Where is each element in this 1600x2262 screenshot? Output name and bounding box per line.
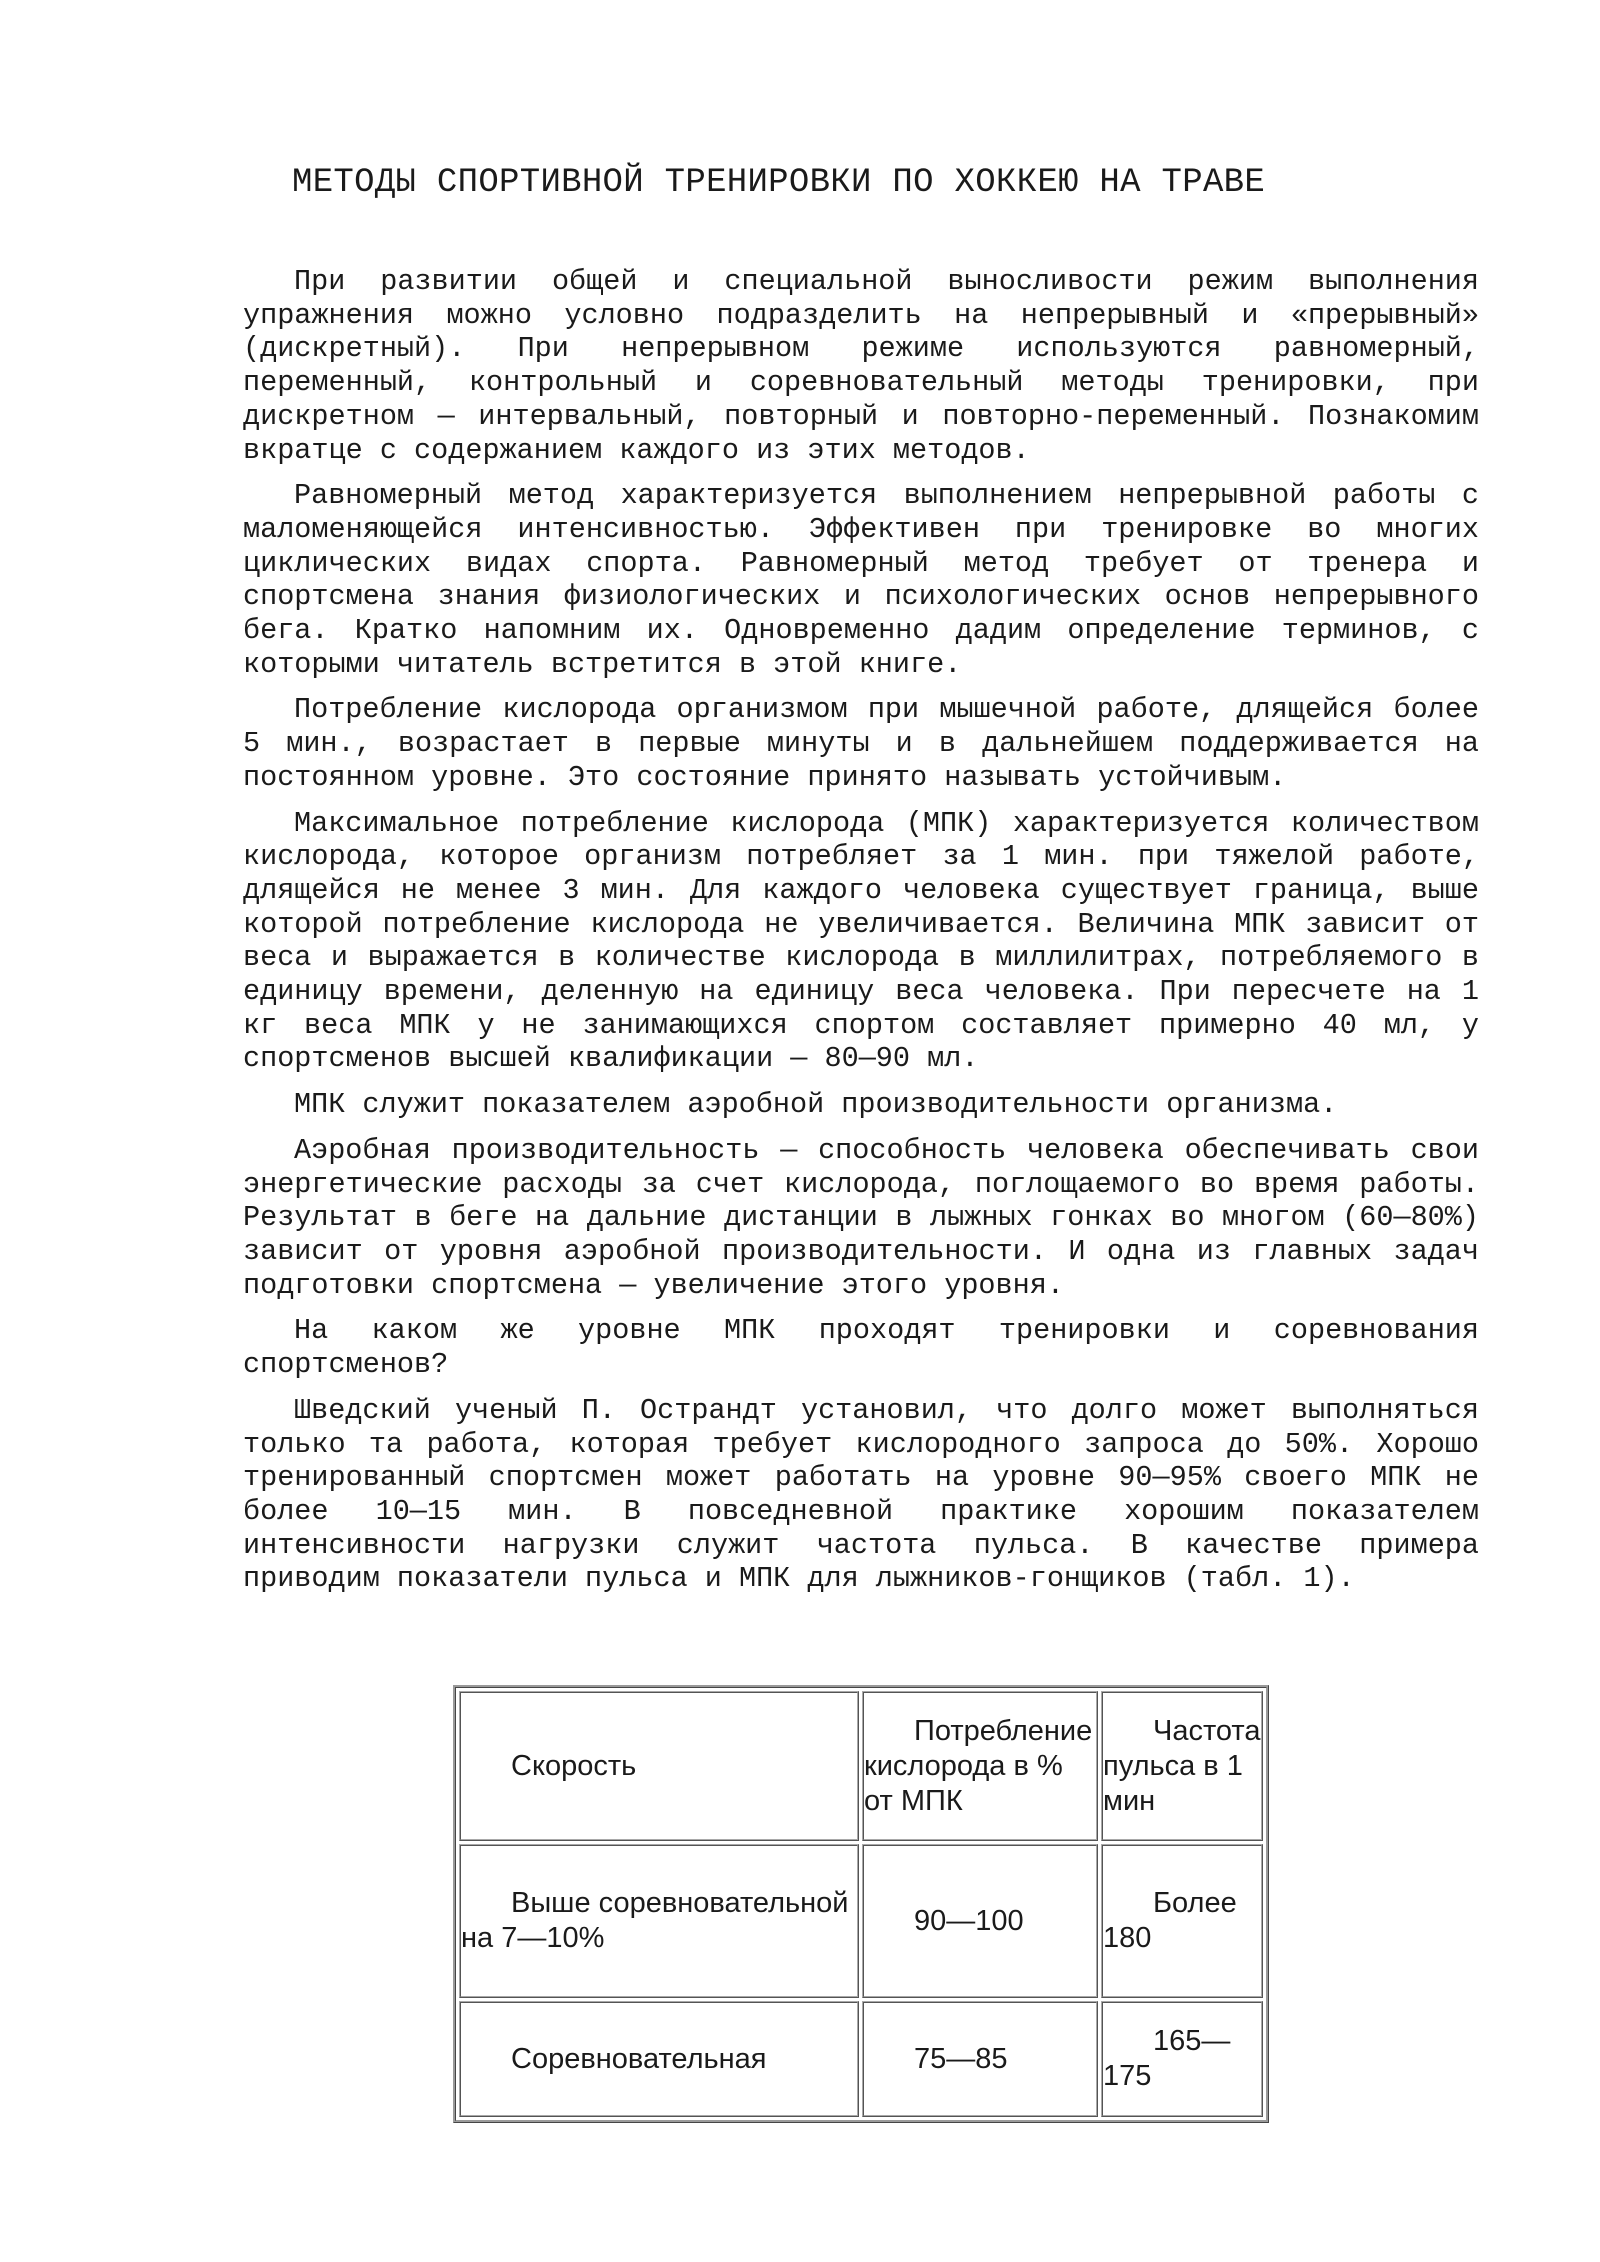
table-cell: Соревновательная [459,2001,859,2117]
paragraph: Максимальное потребление кислорода (МПК) характеризуется количеством кислорода, которое организм потребляет за 1 мин. при тяжелой работе, длящейся не менее 3 мин. Для каждого человека существует граница, выше которой потребление кислорода не увеличивается. Величина МПК зависит от веса и выражается в количестве кислорода в миллилитрах, потребляемого в единицу времени, деленную на единицу веса человека. При пересчете на 1 кг веса МПК у не занимающихся спортом составляет примерно 40 мл, у спортсменов высшей квалификации — 80—90 мл. [243,806,1479,1076]
table-cell: 165—175 [1101,2001,1263,2117]
pulse-mpk-table [453,1685,1269,2123]
paragraph: Потребление кислорода организмом при мышечной работе, длящейся более 5 мин., возрастает в первые минуты и в дальнейшем поддерживается на постоянном уровне. Это состояние принято называть устойчивым. [243,693,1479,794]
table-header-row [459,1691,1263,1841]
table-header-cell: Скорость [459,1691,859,1841]
paragraph: Шведский ученый П. Острандт установил, что долго может выполняться только та работа, которая требует кислородного запроса до 50%. Хорошо тренированный спортсмен может работать на уровне 90—95% своего МПК не более 10—15 мин. В повседневной практике хорошим показателем интенсивности нагрузки служит частота пульса. В качестве примера приводим показатели пульса и МПК для лыжников-гонщиков (табл. 1). [243,1393,1479,1596]
table-header-cell: Потребление кислорода в % от МПК [862,1691,1098,1841]
paragraph: Аэробная производительность — способность человека обеспечивать свои энергетические расходы за счет кислорода, поглощаемого во время работы. Результат в беге на дальние дистанции в лыжных гонках во многом (60—80%) зависит от уровня аэробной производительности. И одна из главных задач подготовки спортсмена — увеличение этого уровня. [243,1133,1479,1302]
table-cell: Выше соревновательной на 7—10% [459,1844,859,1998]
data-table-container [453,1685,1269,2123]
paragraph: При развитии общей и специальной выносливости режим выполнения упражнения можно условно подразделить на непрерывный и «прерывный» (дискретный). При непрерывном режиме используются равномерный, переменный, контрольный и соревновательный методы тренировки, при дискретном — интервальный, повторный и повторно-переменный. Познакомим вкратце с содержанием каждого из этих методов. [243,265,1479,467]
table-row [459,1844,1263,1998]
paragraph: Равномерный метод характеризуется выполнением непрерывной работы с маломеняющейся интенсивностью. Эффективен при тренировке во многих циклических видах спорта. Равномерный метод требует от тренера и спортсмена знания физиологических и психологических основ непрерывного бега. Кратко напомним их. Одновременно дадим определение терминов, с которыми читатель встретится в этой книге. [243,479,1479,681]
document-title: МЕТОДЫ СПОРТИВНОЙ ТРЕНИРОВКИ ПО ХОККЕЮ НА ТРАВЕ [292,164,1266,202]
paragraph: На каком же уровне МПК проходят тренировки и соревнования спортсменов? [243,1314,1479,1382]
document-body [243,265,1479,1608]
table-cell: 90—100 [862,1844,1098,1998]
table-cell: 75—85 [862,2001,1098,2117]
table-cell: Более 180 [1101,1844,1263,1998]
paragraph: МПК служит показателем аэробной производительности организма. [294,1088,1338,1122]
table-row [459,2001,1263,2117]
table-header-cell: Частота пульса в 1 мин [1101,1691,1263,1841]
